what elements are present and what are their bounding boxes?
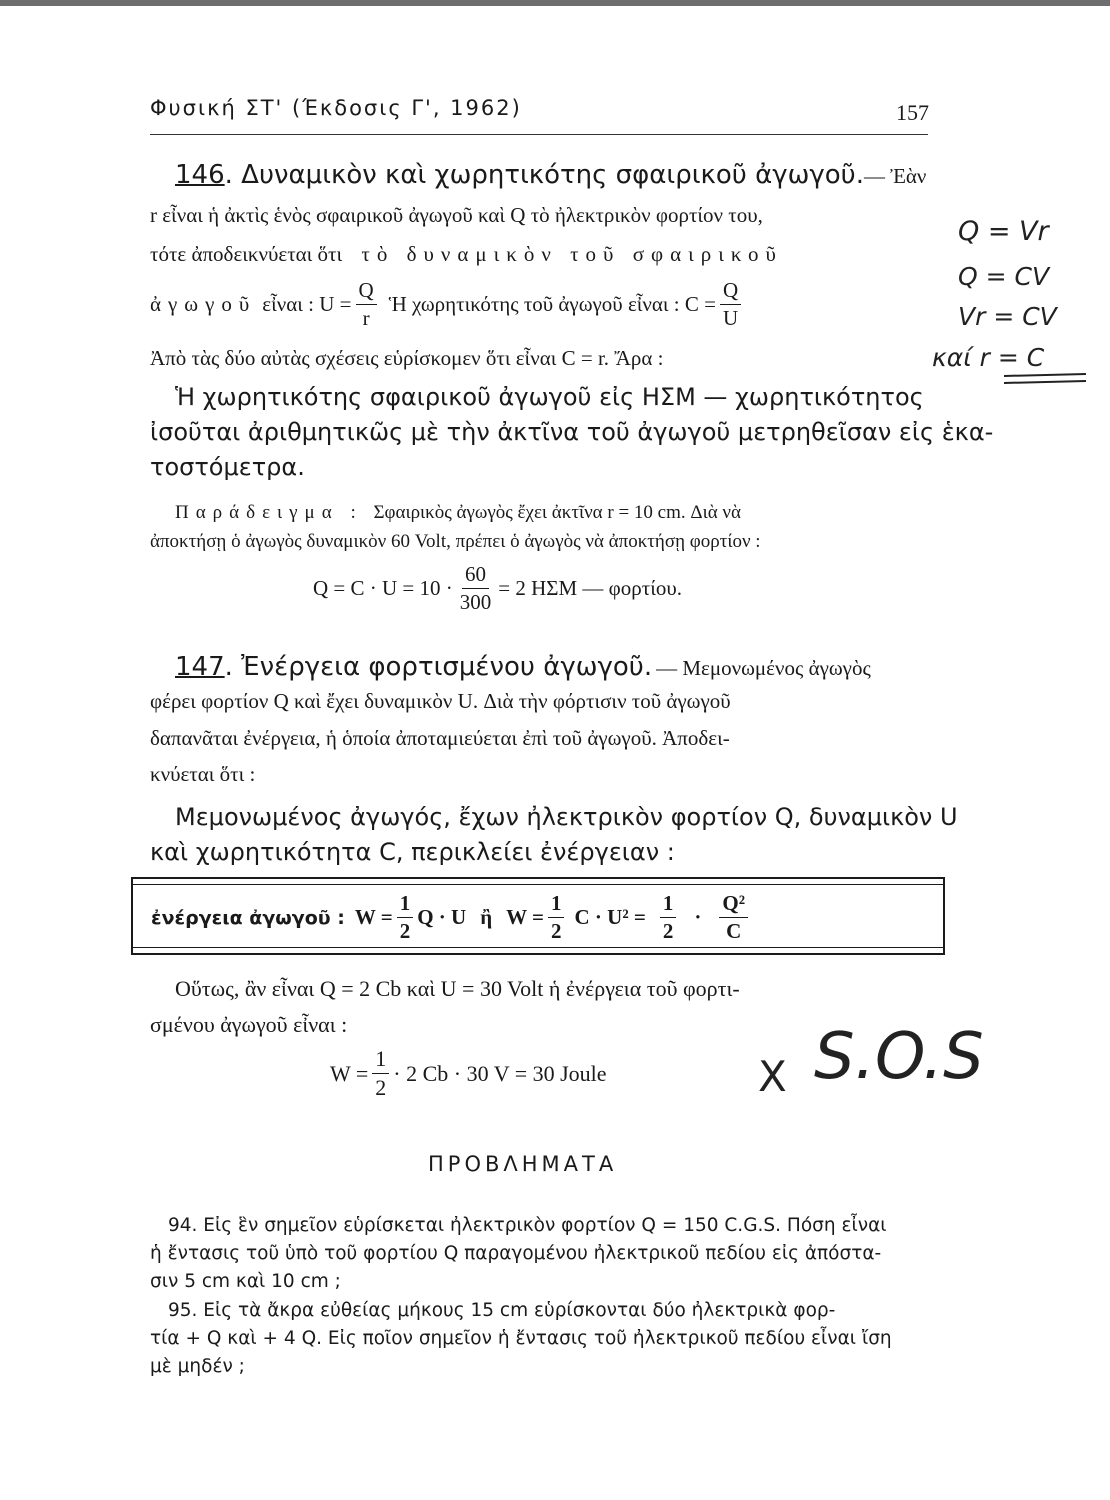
section-146-heading	[175, 160, 926, 190]
example-frac-den: 300	[459, 590, 492, 614]
half-2-num: 1	[548, 893, 565, 918]
section-147-statement-line1: Μεμονωμένος ἀγωγός, ἔχων ἠλεκτρικὸν φορτίον Q, δυναμικὸν U	[175, 803, 958, 831]
formula-half-2	[548, 893, 565, 942]
section-146-line4	[150, 280, 745, 329]
frac-u-denominator: r	[362, 306, 370, 330]
section-146-line3	[150, 242, 783, 267]
example-half-num: 1	[372, 1048, 389, 1074]
problem-94-line1: 94. Εἰς ἓν σημεῖον εὑρίσκεται ἠλεκτρικὸν φορτίον Q = 150 C.G.S. Πόση εἶναι	[168, 1215, 887, 1236]
section-147-title: . Ἐνέργεια φορτισμένου ἀγωγοῦ.	[224, 652, 653, 682]
example-eq-b: = 2 ΗΣΜ — φορτίου.	[498, 576, 683, 600]
half-1-den: 2	[399, 919, 411, 943]
section-147-example-equation	[330, 1048, 607, 1099]
example-rest: · 2 Cb · 30 V = 30 Joule	[393, 1060, 607, 1086]
formula-w1: W =	[354, 905, 393, 929]
frac-c-numerator: Q	[720, 280, 741, 305]
section-147-line3: δαπανᾶται ἐνέργεια, ἡ ὁποία ἀποταμιεύεται ἐπὶ τοῦ ἀγωγοῦ. Ἀποδει-	[150, 726, 730, 750]
formula-dot: ·	[694, 905, 702, 929]
example-w: W =	[330, 1060, 369, 1086]
formula-part1: Q · U	[417, 905, 467, 929]
section-146-number: 146	[175, 160, 225, 190]
scan-top-edge	[0, 0, 1110, 6]
example-half	[372, 1048, 389, 1099]
section-147-heading	[175, 652, 871, 682]
header-rule	[150, 134, 928, 135]
q2-num: Q²	[719, 893, 748, 918]
handwritten-x-mark: X	[758, 1052, 787, 1101]
section-146-line5: Ἀπὸ τὰς δύο αὐτὰς σχέσεις εὑρίσκομεν ὅτι εἶναι C = r. Ἄρα :	[150, 346, 664, 370]
handwritten-note-q-cv: Q = CV	[958, 262, 1050, 291]
energy-formula-box	[131, 877, 945, 955]
formula-w2: W =	[506, 905, 544, 929]
problem-95-line2: τία + Q καὶ + 4 Q. Εἰς ποῖον σημεῖον ἡ ἔντασις τοῦ ἠλεκτρικοῦ πεδίου εἶναι ἴση	[150, 1328, 892, 1349]
fraction-q-over-u	[720, 280, 741, 329]
example-line1-text: Σφαιρικὸς ἀγωγὸς ἔχει ἀκτῖνα r = 10 cm. Διὰ νὰ	[373, 502, 741, 523]
q2-den: C	[726, 919, 742, 943]
handwritten-double-underline	[1000, 372, 1090, 386]
frac-c-denominator: U	[723, 306, 739, 330]
page-number: 157	[896, 100, 929, 125]
half-1-num: 1	[397, 893, 414, 918]
section-146-example-line1	[175, 502, 741, 524]
section-146-line3-a: τότε ἀποδεικνύεται ὅτι	[150, 242, 343, 266]
half-2-den: 2	[550, 919, 562, 943]
formula-part2: C · U² =	[574, 905, 646, 929]
section-147-line1-tail: — Μεμονωμένος ἀγωγὸς	[656, 656, 871, 680]
running-header-title: Φυσική ΣΤ' (Έκδοσις Γ', 1962)	[150, 96, 522, 120]
half-3-num: 1	[660, 893, 677, 918]
section-146-rule-line3: τοστόμετρα.	[150, 453, 305, 481]
example-half-den: 2	[375, 1075, 387, 1100]
section-146-title: . Δυναμικὸν καὶ χωρητικότης σφαιρικοῦ ἀγωγοῦ.	[224, 160, 864, 190]
formula-half-1	[397, 893, 414, 942]
section-146-line4-a: ἀγωγοῦ	[150, 292, 257, 316]
fraction-q-over-r	[356, 280, 377, 329]
section-146-rule-line2: ἰσοῦται ἀριθμητικῶς μὲ τὴν ἀκτῖνα τοῦ ἀγωγοῦ μετρηθεῖσαν εἰς ἑκα-	[150, 418, 994, 446]
section-147-number: 147	[175, 652, 225, 682]
section-146-example-equation	[313, 564, 682, 613]
half-3-den: 2	[662, 919, 674, 943]
section-147-example-line1: Οὕτως, ἂν εἶναι Q = 2 Cb καὶ U = 30 Volt ἡ ἐνέργεια τοῦ φορτι-	[175, 976, 740, 1001]
section-147-example-line2: σμένου ἀγωγοῦ εἶναι :	[150, 1012, 348, 1037]
section-146-line1-tail: — Ἐὰν	[863, 164, 927, 188]
problem-95-line1: 95. Εἰς τὰ ἄκρα εὐθείας μήκους 15 cm εὑρίσκονται δύο ἠλεκτρικὰ φορ-	[168, 1300, 836, 1321]
problems-heading: ΠΡΟΒΛΗΜΑΤΑ	[428, 1152, 618, 1176]
handwritten-sos: S.O.S	[814, 1020, 984, 1094]
problem-94-line2: ἡ ἔντασις τοῦ ὑπὸ τοῦ φορτίου Q παραγομένου ἠλεκτρικοῦ πεδίου εἰς ἀπόστα-	[150, 1243, 882, 1264]
handwritten-note-vr-cv: Vr = CV	[958, 302, 1057, 331]
problem-95-line3: μὲ μηδέν ;	[150, 1356, 245, 1377]
section-147-statement-line2: καὶ χωρητικότητα C, περικλείει ἐνέργειαν :	[150, 838, 675, 866]
section-146-rule-line1: Ἡ χωρητικότης σφαιρικοῦ ἀγωγοῦ εἰς ΗΣΜ — χωρητικότητος	[175, 383, 924, 411]
formula-half-3	[660, 893, 677, 942]
section-146-line4-c: Ἡ χωρητικότης τοῦ ἀγωγοῦ εἶναι : C =	[388, 292, 716, 316]
formula-or: ἢ	[480, 905, 493, 929]
handwritten-note-q-vr: Q = Vr	[958, 216, 1049, 247]
frac-u-numerator: Q	[356, 280, 377, 305]
example-eq-a: Q = C · U = 10 ·	[313, 576, 453, 600]
section-146-line2: r εἶναι ἡ ἀκτὶς ἑνὸς σφαιρικοῦ ἀγωγοῦ καὶ Q τὸ ἠλεκτρικὸν φορτίον του,	[150, 203, 763, 227]
problem-94-line3: σιν 5 cm καὶ 10 cm ;	[150, 1271, 341, 1292]
section-147-line2: φέρει φορτίον Q καὶ ἔχει δυναμικὸν U. Διὰ τὴν φόρτισιν τοῦ ἀγωγοῦ	[150, 689, 731, 713]
formula-q2-over-c	[719, 893, 748, 942]
formula-label: ἐνέργεια ἀγωγοῦ :	[151, 906, 345, 929]
handwritten-note-r-equals-c: καί r = C	[932, 343, 1045, 372]
energy-formula	[151, 893, 752, 942]
section-146-line3-b: τὸ δυναμικὸν τοῦ σφαιρικοῦ	[361, 242, 783, 266]
section-146-example-line2: ἀποκτήσῃ ὁ ἀγωγὸς δυναμικὸν 60 Volt, πρέπει ὁ ἀγωγὸς νὰ ἀποκτήσῃ φορτίον :	[150, 531, 761, 552]
fraction-60-over-300	[457, 564, 495, 613]
example-label: Παράδειγμα :	[175, 502, 363, 523]
example-frac-num: 60	[462, 564, 489, 589]
section-146-line4-b: εἶναι : U =	[262, 292, 352, 316]
section-147-line4: κνύεται ὅτι :	[150, 762, 256, 786]
